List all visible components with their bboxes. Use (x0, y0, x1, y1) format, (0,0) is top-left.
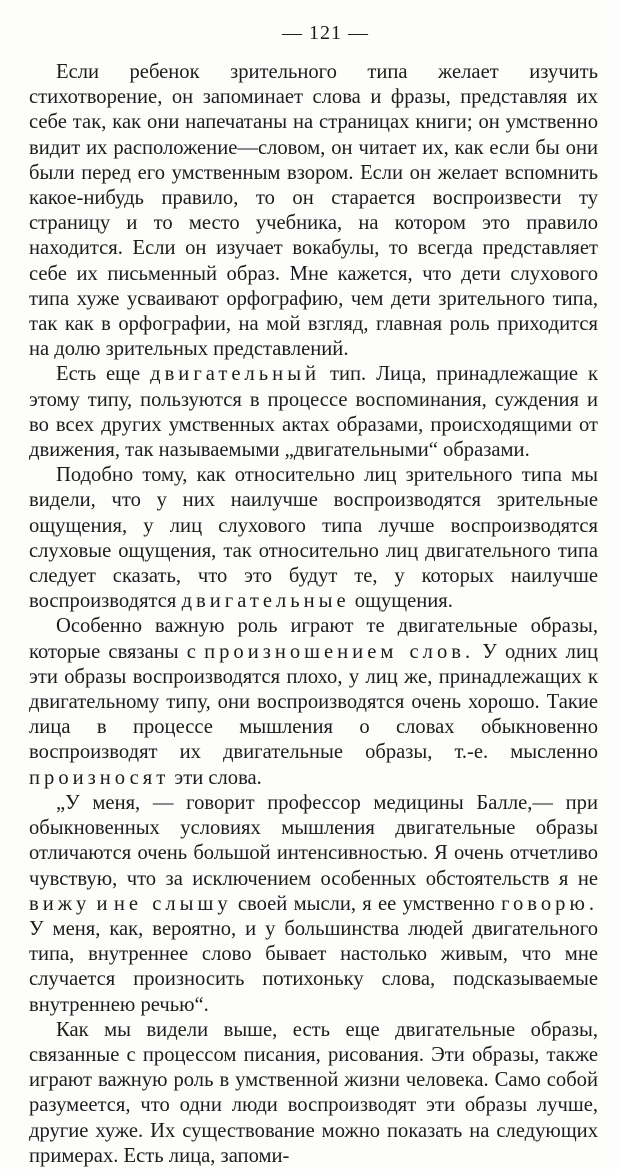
spaced-emphasis: вижу (29, 892, 91, 915)
spaced-emphasis: не слышу (113, 892, 232, 915)
paragraph (29, 614, 598, 790)
body-text (29, 60, 598, 1169)
text-segment: Как мы видели выше, есть еще двигательные образы, связанные с процессом писания, рисования. Эти образы, также играют важную роль в умственной жизни человека. Само собой разумеется, что одни люди воспроизводят эти образы лучше, другие хуже. Их существование можно показать на следующих примерах. Есть лица, запоми- (29, 1018, 598, 1167)
text-segment: тип. Лица, принадлежащие к этому типу, пользуются в процессе воспоминания, суждения и во всех других умственных актах образами, происходящими от движения, так называемыми „двигательными“ образами. (29, 363, 598, 462)
text-segment: и (90, 892, 114, 915)
paragraph (29, 362, 598, 463)
spaced-emphasis: двигательный (150, 363, 321, 386)
text-segment: Подобно тому, как относительно лиц зрительного типа мы видели, что у них наилучше воспроизводятся зрительные ощущения, у лиц слухового типа лучше воспроизводятся слуховые ощущения, так относительно лиц двигательного типа следует сказать, что это будут те, у которых наилучше воспроизводятся (29, 464, 598, 613)
text-segment: своей мысли, я ее умственно (231, 892, 502, 915)
text-segment: эти слова. (169, 766, 262, 789)
text-segment: Если ребенок зрительного типа желает изучить стихотворение, он запоминает слова и фразы, представляя их себе так, как они напечатаны на страницах книги; он умственно видит их расположение—словом, он читает их, как если бы они были перед его умственным взором. Если он желает вспомнить какое-нибудь правило, то он старается воспроизвести ту страницу и то место учебника, на котором это правило находится. Если он изучает вокабулы, то всегда представляет себе их письменный образ. Мне кажется, что дети слухового типа хуже усваивают орфографию, чем дети зрительного типа, так как в орфографии, на мой взгляд, главная роль приходится на долю зрительных представлений. (29, 61, 598, 361)
spaced-emphasis: говорю. (501, 892, 599, 915)
text-segment: У меня, как, вероятно, и у большинства людей двигательного типа, внутреннее слово бывает настолько живым, что мне случается произносить потихоньку слова, подсказываемые внутреннею речью“. (29, 917, 598, 1016)
spaced-emphasis: произношением слов. (204, 640, 475, 663)
spaced-emphasis: произносят (29, 766, 170, 789)
text-segment: „У меня, — говорит профессор медицины Балле,— при обыкновенных условиях мышления двигательные образы отличаются очень большой интенсивностью. Я очень отчетливо чувствую, что за исключением особенных обстоятельств я не (29, 791, 598, 890)
text-segment: ощущения. (349, 590, 453, 613)
paragraph (29, 60, 598, 362)
text-segment: Особенно важную роль играют те двигательные образы, которые связаны с (29, 615, 598, 663)
paragraph (29, 463, 598, 614)
spaced-emphasis: двигательные (181, 590, 350, 613)
text-segment: Есть еще (56, 363, 151, 386)
paragraph (29, 791, 598, 1018)
paragraph (29, 1018, 598, 1169)
page-number: — 121 — (282, 22, 369, 44)
text-segment: У одних лиц эти образы воспроизводятся плохо, у лиц же, принадлежащих к двигательному типу, они воспроизводятся очень хорошо. Такие лица в процессе мышления о словах обыкновенно воспроизводят их двигательные образы, т.-е. мысленно (29, 640, 598, 764)
